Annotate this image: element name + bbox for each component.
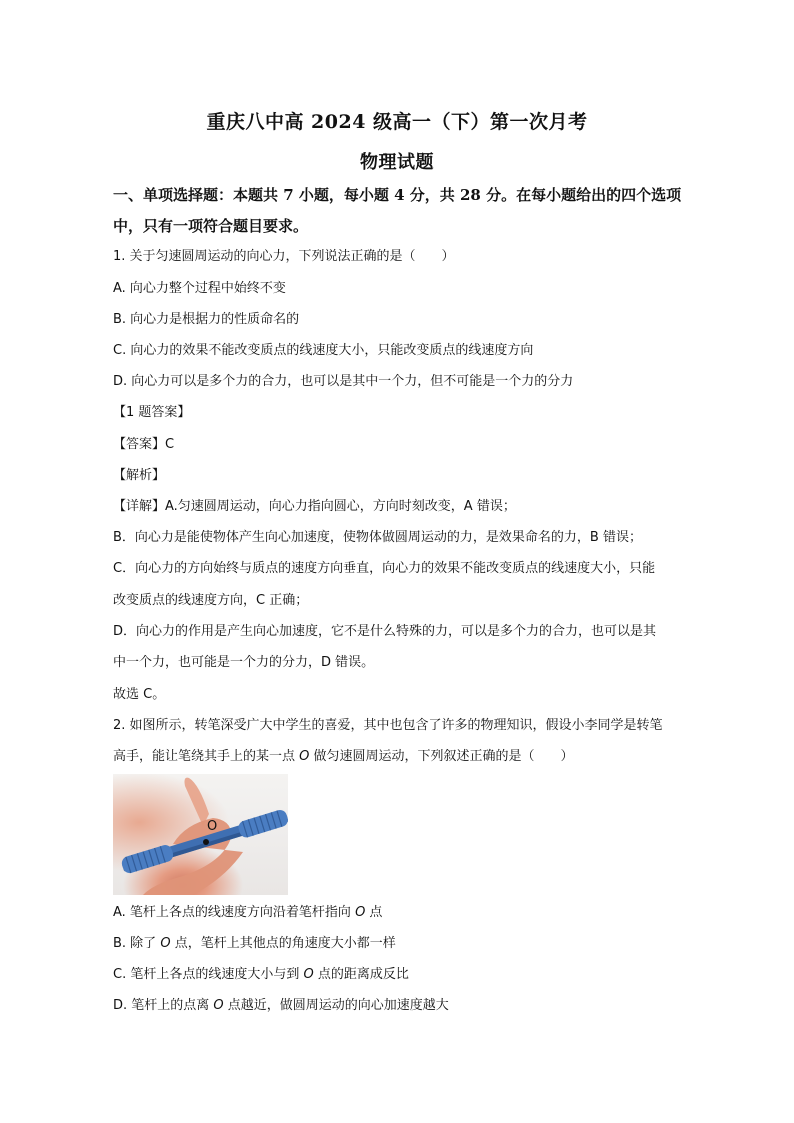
q2-option-b-text-1: B. 除了 <box>113 936 161 951</box>
finger-shape <box>185 778 210 826</box>
q2-option-a-text-1: A. 笔杆上各点的线速度方向沿着笔杆指向 <box>113 905 356 920</box>
q2-stem-text-b: 做匀速圆周运动，下列叙述正确的是（ ） <box>309 749 574 764</box>
q1-stem: 1. 关于匀速圆周运动的向心力，下列说法正确的是（ ） <box>113 249 455 264</box>
q2-option-b-point: O <box>160 936 171 951</box>
q2-option-d <box>113 997 713 1015</box>
q2-option-c-text-2: 点的距离成反比 <box>313 967 409 982</box>
q2-option-a-text-2: 点 <box>365 905 383 920</box>
q2-option-c <box>113 966 713 984</box>
section-heading-line-1: 一、单项选择题：本题共 7 小题，每小题 4 分，共 28 分。在每小题给出的四个选项 <box>113 186 682 204</box>
exam-subtitle: 物理试题 <box>360 152 434 173</box>
q2-option-a-point: O <box>355 905 366 920</box>
q2-option-c-point: O <box>303 967 314 982</box>
q1-detail-1: 【详解】A.匀速圆周运动，向心力指向圆心，方向时刻改变，A 错误； <box>113 499 516 514</box>
section-heading <box>113 180 703 242</box>
q1-detail-2: B．向心力是能使物体产生向心加速度，使物体做圆周运动的力，是效果命名的力，B 错误； <box>113 530 642 545</box>
q2-option-a <box>113 904 713 922</box>
q1-option-c: C. 向心力的效果不能改变质点的线速度大小，只能改变质点的线速度方向 <box>113 343 534 358</box>
section-heading-line-2: 中，只有一项符合题目要求。 <box>113 217 309 235</box>
q2-option-b-text-2: 点，笔杆上其他点的角速度大小都一样 <box>170 936 396 951</box>
q2-stem-point: O <box>299 749 310 764</box>
q2-option-d-point: O <box>213 998 224 1013</box>
q1-conclusion: 故选 C。 <box>113 687 166 702</box>
q1-option-a: A. 向心力整个过程中始终不变 <box>113 281 286 296</box>
pivot-point-dot <box>203 839 209 845</box>
pen-illustration <box>113 774 288 895</box>
q2-stem-line-2 <box>113 748 713 766</box>
q2-stem-line-1: 2. 如图所示，转笔深受广大中学生的喜爱，其中也包含了许多的物理知识，假设小李同学是转笔 <box>113 718 663 733</box>
pivot-point-label: O <box>207 819 218 834</box>
q2-option-c-text-1: C. 笔杆上各点的线速度大小与到 <box>113 967 304 982</box>
q1-option-b: B. 向心力是根据力的性质命名的 <box>113 312 300 327</box>
q2-option-d-text-2: 点越近，做圆周运动的向心加速度越大 <box>223 998 449 1013</box>
q2-option-b <box>113 935 713 953</box>
q1-option-d: D. 向心力可以是多个力的合力，也可以是其中一个力，但不可能是一个力的分力 <box>113 374 574 389</box>
q1-detail-3b: 改变质点的线速度方向，C 正确； <box>113 593 309 608</box>
q1-analysis-tag: 【解析】 <box>113 468 166 483</box>
q2-option-d-text-1: D. 笔杆上的点离 <box>113 998 214 1013</box>
q1-answer: 【答案】C <box>113 437 175 452</box>
q2-stem-text-a: 高手，能让笔绕其手上的某一点 <box>113 749 300 764</box>
exam-title: 重庆八中高 2024 级高一（下）第一次月考 <box>206 111 588 133</box>
q1-detail-4b: 中一个力，也可能是一个力的分力，D 错误。 <box>113 655 375 670</box>
pen-spinning-photo <box>113 774 288 895</box>
q1-detail-4a: D．向心力的作用是产生向心加速度，它不是什么特殊的力，可以是多个力的合力，也可以是其 <box>113 624 657 639</box>
q1-detail-3a: C．向心力的方向始终与质点的速度方向垂直，向心力的效果不能改变质点的线速度大小，只能 <box>113 561 656 576</box>
q1-answer-tag: 【1 题答案】 <box>113 405 191 420</box>
